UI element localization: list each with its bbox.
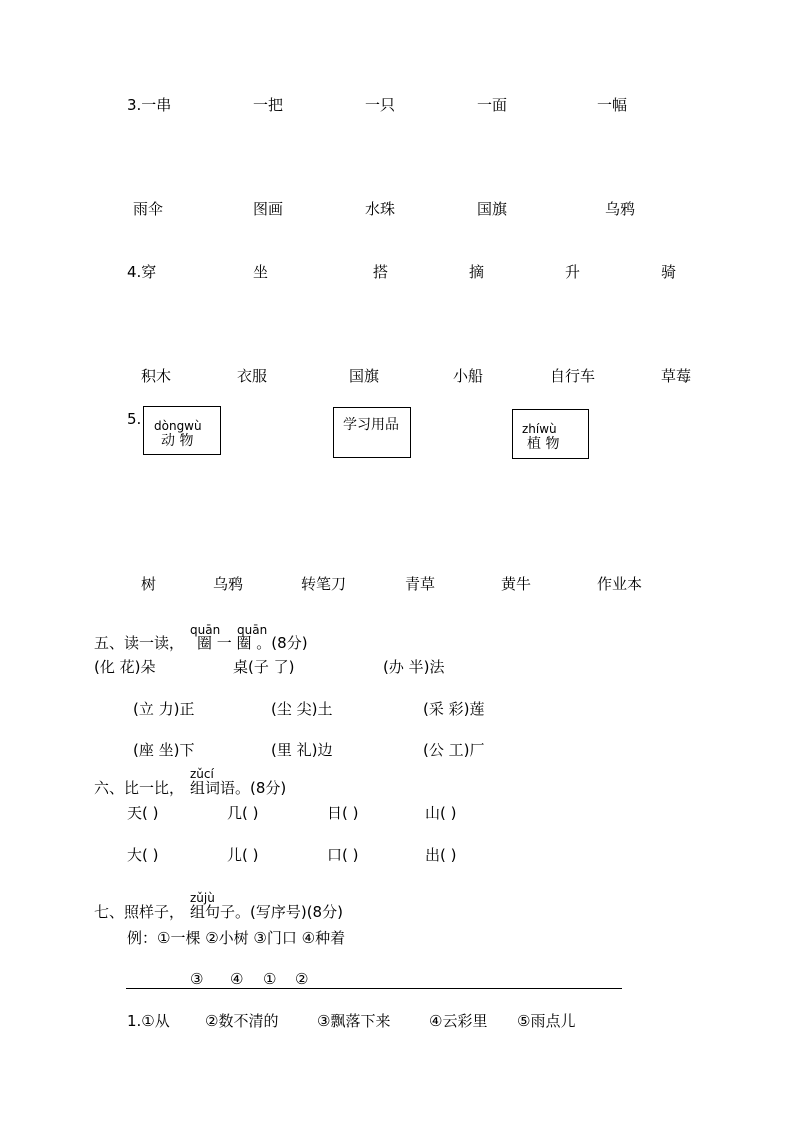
word-blank: 口( ) xyxy=(327,846,359,864)
pinyin-annotation: quān xyxy=(237,623,268,637)
box-pinyin: zhíwù xyxy=(522,422,557,436)
q5-word: 黄牛 xyxy=(501,575,532,593)
q1-item: ④云彩里 xyxy=(429,1012,488,1030)
section-5-title-tail: 圈 一 圈 。(8分) xyxy=(197,634,308,652)
q3-measure: 一幅 xyxy=(597,96,628,114)
choice-item: (尘 尖)土 xyxy=(271,700,333,718)
q4-noun: 自行车 xyxy=(550,367,596,385)
box-label: 动 物 xyxy=(161,433,194,449)
choice-item: (化 花)朵 xyxy=(94,658,156,676)
q3-measure: 一面 xyxy=(477,96,508,114)
q5-word: 转笔刀 xyxy=(301,575,347,593)
section-7-title-tail: 组句子。(写序号)(8分) xyxy=(190,903,343,921)
q3-measure: 一只 xyxy=(365,96,396,114)
section-7-title: 七、照样子， xyxy=(94,903,185,921)
q1-item: ③飘落下来 xyxy=(317,1012,391,1030)
q5-word: 树 xyxy=(141,575,157,593)
word-blank: 日( ) xyxy=(327,804,359,822)
q4-verb: 摘 xyxy=(469,263,485,281)
q3-noun: 乌鸦 xyxy=(605,200,636,218)
q4-label: 4.穿 xyxy=(127,263,157,281)
pinyin-annotation: quān xyxy=(190,623,221,637)
choice-item: (公 工)厂 xyxy=(423,741,485,759)
q3-noun: 雨伞 xyxy=(133,200,164,218)
q4-verb: 坐 xyxy=(253,263,269,281)
answer-number: ③ xyxy=(190,970,204,988)
q5-word: 作业本 xyxy=(597,575,643,593)
q4-noun: 积木 xyxy=(141,367,172,385)
word-blank: 山( ) xyxy=(425,804,457,822)
answer-number: ④ xyxy=(230,970,244,988)
q3-noun: 图画 xyxy=(253,200,284,218)
choice-item: 桌(子 了) xyxy=(233,658,295,676)
q1-item: ②数不清的 xyxy=(205,1012,279,1030)
q4-verb: 骑 xyxy=(661,263,677,281)
q3-noun: 水珠 xyxy=(365,200,396,218)
answer-number: ② xyxy=(295,970,309,988)
answer-number: ① xyxy=(263,970,277,988)
pinyin-annotation: zǔjù xyxy=(190,891,215,905)
box-label: 学习用品 xyxy=(343,417,399,433)
q1-item: ⑤雨点儿 xyxy=(517,1012,576,1030)
choice-item: (座 坐)下 xyxy=(133,741,195,759)
word-blank: 大( ) xyxy=(127,846,159,864)
q4-noun: 草莓 xyxy=(661,367,692,385)
q4-noun: 小船 xyxy=(453,367,484,385)
word-blank: 几( ) xyxy=(227,804,259,822)
q5-word: 乌鸦 xyxy=(213,575,244,593)
q3-noun: 国旗 xyxy=(477,200,508,218)
word-blank: 天( ) xyxy=(127,804,159,822)
section-6-title-tail: 组词语。(8分) xyxy=(190,779,287,797)
q3-measure: 一把 xyxy=(253,96,284,114)
category-box-animals xyxy=(143,406,221,455)
answer-line[interactable] xyxy=(126,988,622,989)
pinyin-annotation: zǔcí xyxy=(190,767,214,781)
q3-label: 3.一串 xyxy=(127,96,172,114)
q4-verb: 搭 xyxy=(373,263,389,281)
word-blank: 出( ) xyxy=(425,846,457,864)
box-pinyin: dòngwù xyxy=(154,419,202,433)
q1-item: 1.①从 xyxy=(127,1012,170,1030)
word-blank: 儿( ) xyxy=(227,846,259,864)
category-box-stationery xyxy=(333,407,411,458)
example-line: 例：①一棵 ②小树 ③门口 ④种着 xyxy=(127,929,346,947)
section-5-title: 五、读一读， xyxy=(94,634,185,652)
choice-item: (里 礼)边 xyxy=(271,741,333,759)
choice-item: (立 力)正 xyxy=(133,700,195,718)
q4-noun: 国旗 xyxy=(349,367,380,385)
q5-word: 青草 xyxy=(405,575,436,593)
choice-item: (采 彩)莲 xyxy=(423,700,485,718)
q4-noun: 衣服 xyxy=(237,367,268,385)
box-label: 植 物 xyxy=(527,436,560,452)
category-box-plants xyxy=(512,409,589,459)
q5-label: 5. xyxy=(127,410,142,428)
q4-verb: 升 xyxy=(565,263,581,281)
section-6-title: 六、比一比， xyxy=(94,779,185,797)
choice-item: (办 半)法 xyxy=(383,658,445,676)
